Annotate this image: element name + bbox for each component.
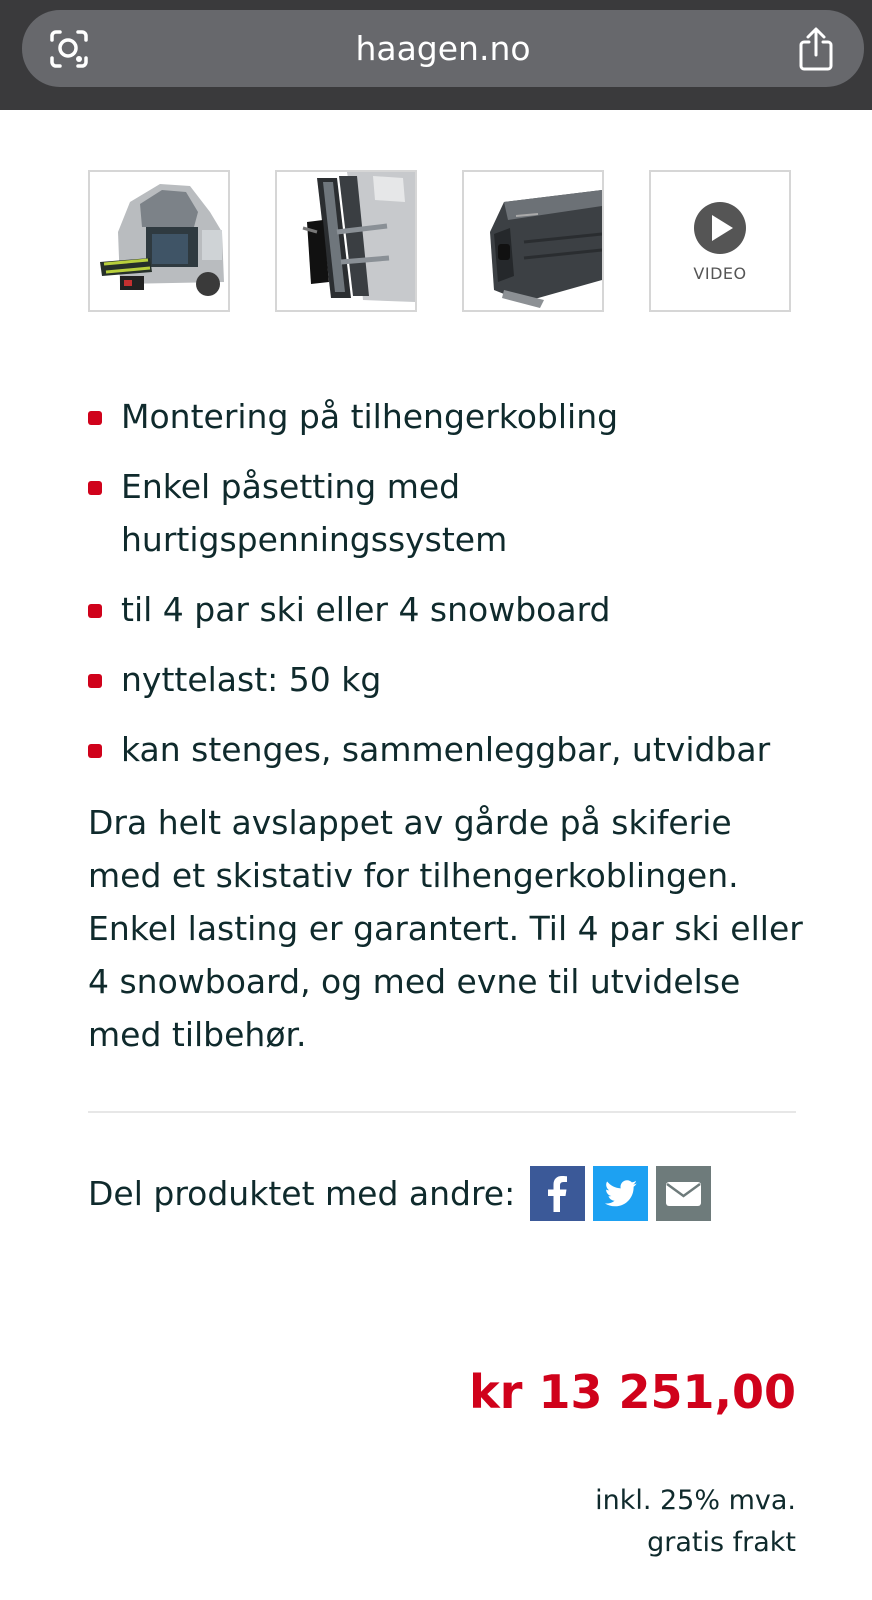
facebook-icon <box>530 1166 585 1221</box>
feature-item <box>88 653 808 706</box>
bullet-icon <box>88 604 102 618</box>
feature-item <box>88 723 808 776</box>
product-gallery <box>88 170 802 312</box>
feature-list <box>88 390 808 793</box>
share-label: Del produktet med andre: <box>88 1174 516 1213</box>
browser-toolbar <box>0 0 872 110</box>
play-icon <box>651 172 789 310</box>
email-icon <box>656 1166 711 1221</box>
shipping-note: gratis frakt <box>647 1527 796 1558</box>
feature-text: Montering på tilhengerkobling <box>121 397 619 436</box>
facebook-share-button[interactable] <box>530 1166 585 1221</box>
feature-text: til 4 par ski eller 4 snowboard <box>121 590 611 629</box>
product-description: Dra helt avslappet av gårde på skiferie med et skistativ for tilhengerkoblingen. Enkel lasting er garantert. Til 4 par ski eller 4 snowboard, og med evne til utvidelse med tilbehør. <box>88 803 803 1054</box>
ski-rack-closeup-photo <box>277 172 415 310</box>
share-icon[interactable] <box>796 26 836 72</box>
thumbnail-ski-holder[interactable] <box>462 170 604 312</box>
product-price: kr 13 251,00 <box>469 1365 796 1419</box>
url-text: haagen.no <box>355 29 531 68</box>
bullet-icon <box>88 744 102 758</box>
address-bar[interactable] <box>22 10 864 87</box>
thumbnail-ski-rack-closeup[interactable] <box>275 170 417 312</box>
vat-note: inkl. 25% mva. <box>595 1485 796 1516</box>
feature-item <box>88 460 808 566</box>
email-share-button[interactable] <box>656 1166 711 1221</box>
feature-text: nyttelast: 50 kg <box>121 660 382 699</box>
bullet-icon <box>88 481 102 495</box>
feature-item <box>88 390 808 443</box>
feature-text: Enkel påsetting med hurtigspenningssystem <box>121 467 508 559</box>
video-label: VIDEO <box>693 264 747 283</box>
price-notes <box>595 1480 796 1564</box>
divider <box>88 1111 796 1113</box>
bullet-icon <box>88 411 102 425</box>
twitter-icon <box>593 1166 648 1221</box>
bullet-icon <box>88 674 102 688</box>
ski-holder-photo <box>464 172 602 310</box>
feature-text: kan stenges, sammenleggbar, utvidbar <box>121 730 771 769</box>
share-row <box>88 1166 808 1221</box>
feature-item <box>88 583 808 636</box>
twitter-share-button[interactable] <box>593 1166 648 1221</box>
thumbnail-video[interactable] <box>649 170 791 312</box>
thumbnail-car-with-ski-rack[interactable] <box>88 170 230 312</box>
car-with-ski-rack-photo <box>90 172 228 310</box>
